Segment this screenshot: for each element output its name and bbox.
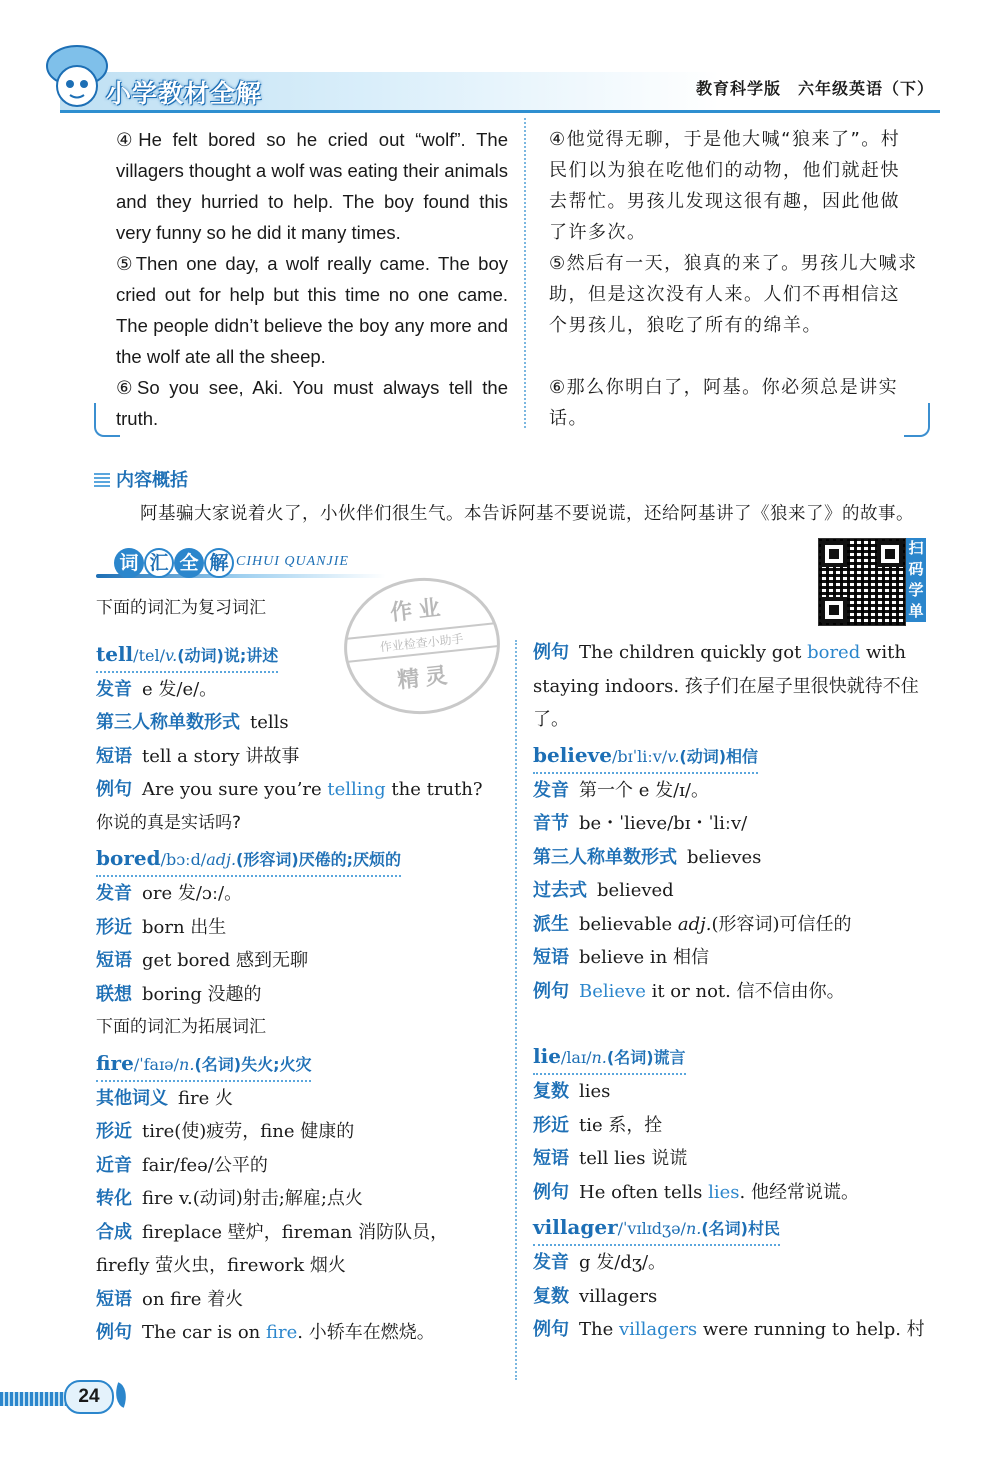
entry-lie: lie/laɪ/n.(名词)谎言	[533, 1041, 686, 1075]
mascot-icon	[42, 42, 112, 114]
summary-heading-label: 内容概括	[116, 470, 188, 491]
english-paragraph-4: ④He felt bored so he cried out “wolf”. The villagers thought a wolf was eating their animals and they hurried to help. The boy found this very funny so he did it many times.	[116, 129, 508, 243]
review-note: 下面的词汇为复习词汇	[96, 598, 266, 618]
entry-believe: believe/bɪˈliːv/v.(动词)相信	[533, 740, 758, 774]
bored-example: 例句 The children quickly got bored with staying indoors. 孩子们在屋子里很快就待不住了。	[533, 642, 919, 730]
page-footer	[0, 1378, 1000, 1418]
vocab-char-2: 汇	[144, 548, 174, 578]
chinese-paragraph-5: ⑤然后有一天，狼真的来了。男孩儿大喊求助，但是这次没有人来。人们不再相信这个男孩儿，狼吃了所有的绵羊。	[549, 253, 918, 336]
dialogue-box	[94, 118, 930, 438]
dialogue-english	[116, 124, 508, 434]
page-header	[0, 0, 1000, 112]
qr-code-icon[interactable]	[818, 538, 906, 626]
brand-title: 小学教材全解	[106, 79, 263, 108]
qr-label: 扫 码 学 单	[906, 538, 926, 622]
watermark-stamp: 作业 作业检查小助手 精灵	[337, 570, 506, 722]
header-rule	[60, 110, 940, 113]
footer-bar	[0, 1392, 66, 1406]
english-paragraph-5: ⑤Then one day, a wolf really came. The boy cried out for help but this time no one came. The people didn’t believe the boy any more and the wolf ate all the sheep.	[116, 253, 508, 367]
vocab-banner	[96, 544, 396, 588]
vocab-pinyin: CIHUI QUANJIE	[236, 554, 349, 569]
chinese-paragraph-4: ④他觉得无聊，于是他大喊“狼来了”。村民们以为狼在吃他们的动物，他们就赶快去帮忙。男孩儿发现这很有趣，因此他做了许多次。	[549, 129, 901, 243]
vocab-char-3: 全	[174, 548, 204, 578]
vocab-right-column: 例句 The children quickly got bored with staying indoors. 孩子们在屋子里很快就待不住了。 believe/bɪˈliːv/v.(动词)相信 发音 第一个 e 发/ɪ/。 音节 be・ˈlieve/bɪ・ˈliːv/ 第三人称单数形式 believes 过去式 believed 派生 believable adj.(形容词)可信任的 短语 believe in 相信 例句 Believe it or not. 信不信由你。 lie/laɪ/n.(名词)谎言 复数 lies 形近 tie 系，拴 短语 tell lies 说谎 例句 He often tells lies. 他经常说谎。 villager/ˈvɪlɪdʒə/n.(名词)村民 发音 g 发/dʒ/。 复数 villagers 例句 The villagers were running to help. 村	[533, 636, 933, 1347]
summary-text: 阿基骗大家说着火了，小伙伴们很生气。本告诉阿基不要说谎，还给阿基讲了《狼来了》的故事。	[140, 504, 914, 524]
entry-tell: tell/tel/v.(动词)说;讲述	[96, 639, 278, 673]
extend-note: 下面的词汇为拓展词汇	[96, 1017, 266, 1037]
entry-villager: villager/ˈvɪlɪdʒə/n.(名词)村民	[533, 1212, 780, 1246]
entry-bored: bored/bɔːd/adj.(形容词)厌倦的;厌烦的	[96, 843, 401, 877]
summary-heading	[94, 466, 188, 492]
vocab-char-4: 解	[204, 548, 234, 578]
chinese-paragraph-6: ⑥那么你明白了，阿基。你必须总是讲实话。	[549, 377, 899, 429]
dialogue-divider	[524, 118, 526, 428]
vocab-char-1: 词	[114, 548, 144, 578]
banner-swoosh	[96, 574, 386, 578]
vocab-left-column: 下面的词汇为复习词汇 tell/tel/v.(动词)说;讲述 发音 e 发/e/。 第三人称单数形式 tells 短语 tell a story 讲故事 例句 Are you sure you’re telling the truth? 你说的真是实话吗? bored/bɔːd/adj.(形容词)厌倦的;厌烦的 发音 ore 发/ɔː/。 形近 born 出生 短语 get bored 感到无聊 联想 boring 没趣的 下面的词汇为拓展词汇 fire/ˈfaɪə/n.(名词)失火;火灾 其他词义 fire 火 形近 tire(使)疲劳，fine 健康的 近音 fair/feə/公平的 转化 fire v.(动词)射击;解雇;点火 合成 fireplace 壁炉，fireman 消防队员，firefly 萤火虫，firework 烟火 短语 on fire 着火 例句 The car is on fire. 小轿车在燃烧。	[96, 592, 496, 1350]
english-paragraph-6: ⑥So you see, Aki. You must always tell the truth.	[116, 377, 508, 429]
entry-fire: fire/ˈfaɪə/n.(名词)失火;火灾	[96, 1048, 311, 1082]
book-info: 教育科学版 六年级英语（下）	[695, 79, 934, 98]
column-divider	[515, 640, 517, 1380]
dialogue-chinese	[549, 124, 919, 434]
stripes-icon	[94, 473, 110, 487]
page-number: 24	[64, 1380, 114, 1414]
